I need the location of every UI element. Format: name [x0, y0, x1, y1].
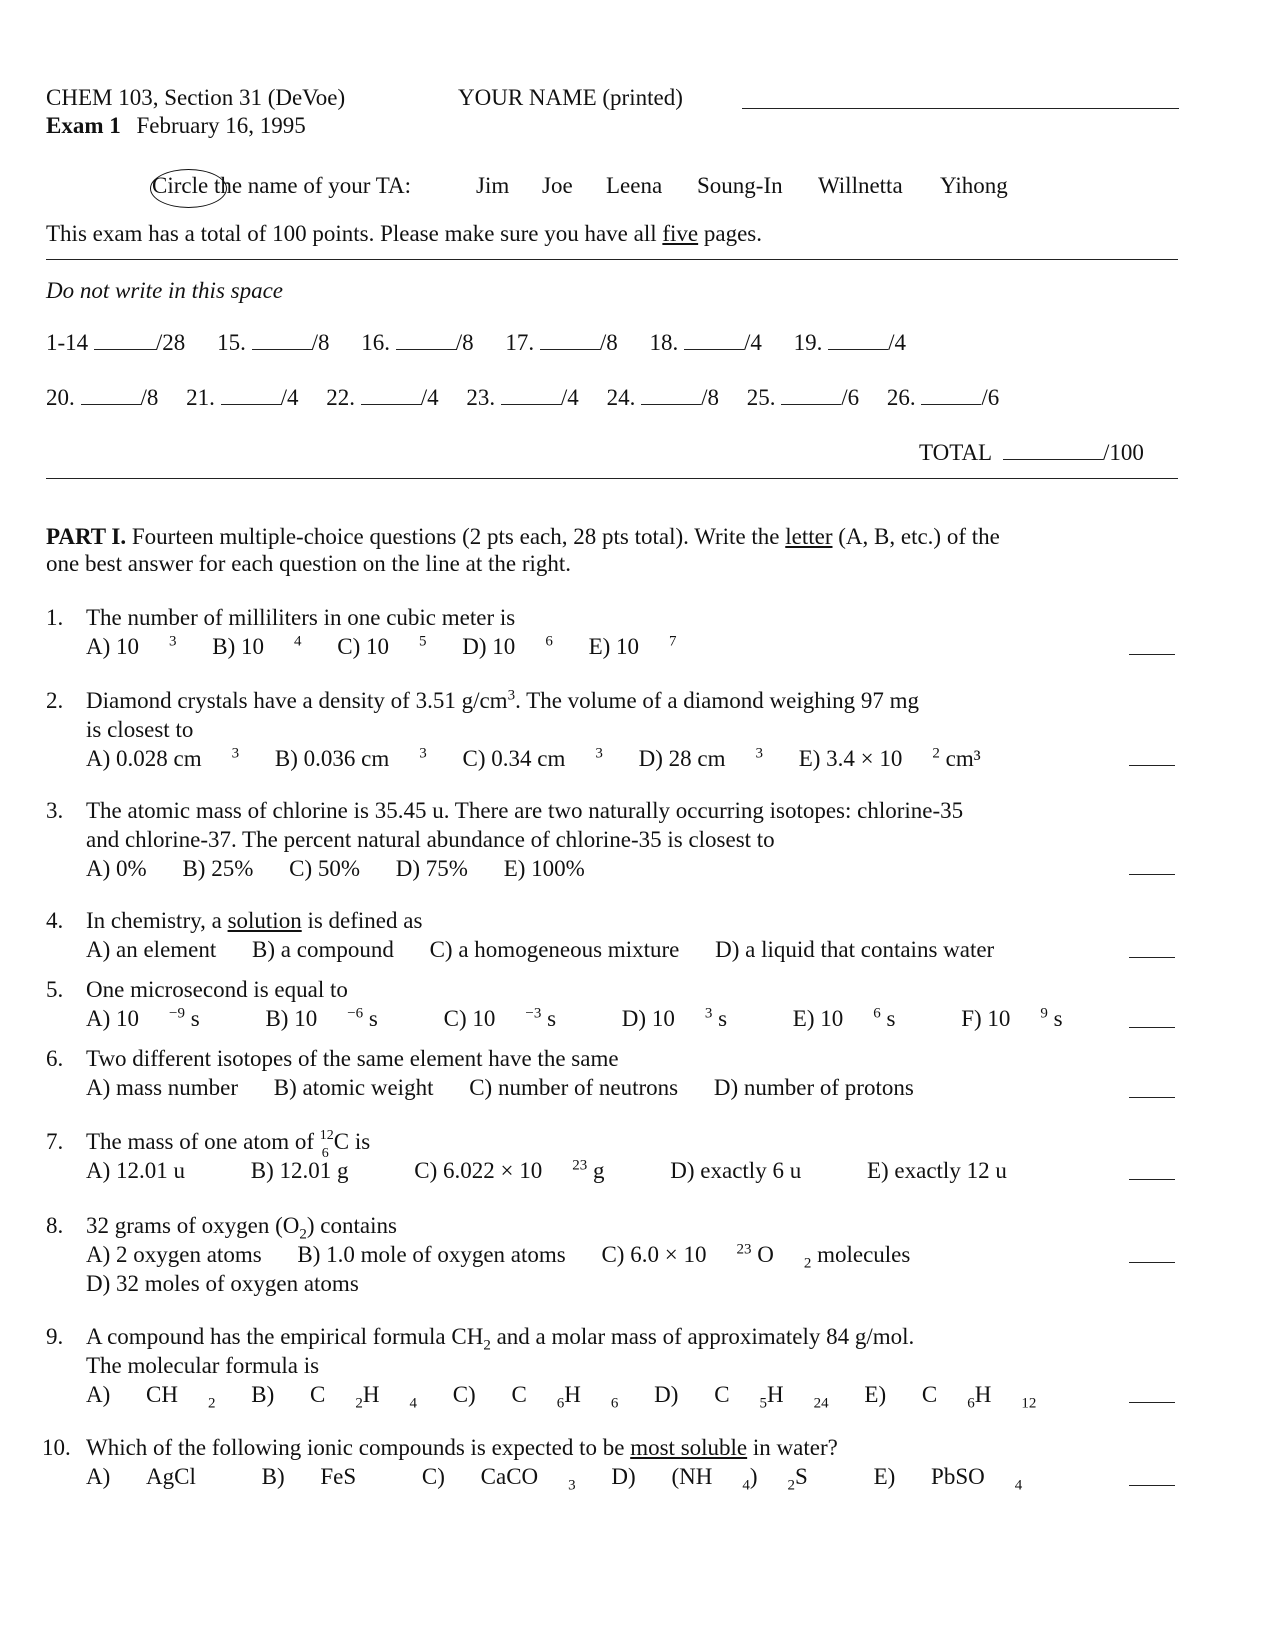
option-b: B) 12.01 g [250, 1158, 349, 1183]
divider [46, 478, 1178, 479]
question-number: 4. [46, 908, 64, 933]
option-a: A) 2 oxygen atoms [86, 1242, 262, 1267]
answer-line-4[interactable] [1129, 957, 1175, 958]
score-label: 1-14 [46, 330, 89, 355]
score-max: /8 [140, 385, 159, 410]
score-max: /8 [701, 385, 719, 410]
answer-line-8[interactable] [1129, 1262, 1175, 1263]
question-body [86, 796, 963, 883]
score-item [46, 385, 158, 410]
total-blank[interactable] [1003, 441, 1103, 460]
option-e: E) C $_6$H $_{12}$ [864, 1382, 1037, 1412]
option-d: D) (NH $_4$) $_2$S [611, 1464, 808, 1494]
answer-options [86, 1462, 1052, 1494]
option-b: B) 1.0 mole of oxygen atoms [297, 1242, 566, 1267]
option-c: C) 6.022 × 10 $^{23}$ g [414, 1157, 605, 1183]
option-a: A) 12.01 u [86, 1158, 186, 1183]
answer-line-3[interactable] [1129, 874, 1175, 875]
question-number: 5. [46, 977, 64, 1002]
option-b: B) C $_2$H $_4$ [251, 1382, 417, 1412]
question-number: 6. [46, 1046, 64, 1071]
answer-options [86, 1004, 1123, 1033]
option-c: C) 10 $^5$ [337, 633, 427, 659]
score-item [326, 385, 438, 410]
score-max: /4 [420, 385, 439, 410]
question-stem: The mass of one atom of 12 6 C is [86, 1128, 371, 1161]
option-d: D) 32 moles of oxygen atoms [86, 1271, 359, 1296]
score-blank[interactable] [921, 386, 981, 405]
option-d: D) number of protons [713, 1075, 914, 1100]
question-stem: Diamond crystals have a density of 3.51 $g/cm^3$. The volume of a diamond weighing 97 mg [86, 687, 920, 713]
option-b: B) a compound [252, 937, 394, 962]
option-e: E) exactly 12 u [866, 1158, 1007, 1183]
ta-option-willnetta[interactable]: Willnetta [818, 173, 903, 198]
name-label: YOUR NAME (printed) [458, 85, 683, 110]
question-body [86, 1433, 1052, 1494]
score-blank[interactable] [252, 331, 312, 350]
option-b: B) FeS [261, 1464, 357, 1489]
option-c: C) CaCO $_3$ [421, 1464, 576, 1494]
score-item [46, 330, 185, 355]
option-d: D) C $_5$H $_{24}$ [654, 1382, 829, 1412]
answer-line-10[interactable] [1129, 1485, 1175, 1486]
option-a: A) 0.028 cm $^3$ [86, 745, 240, 771]
answer-options [86, 1380, 1066, 1412]
circle-word: Circle [152, 173, 209, 198]
question-stem: The number of milliliters in one cubic meter is [86, 605, 516, 630]
score-max: /4 [280, 385, 299, 410]
option-c: C) 0.34 cm $^3$ [462, 745, 603, 771]
option-e: E) 100% [503, 856, 585, 881]
score-item [505, 330, 617, 355]
answer-line-2[interactable] [1129, 765, 1175, 766]
ta-option-leena[interactable]: Leena [606, 173, 663, 198]
score-item [887, 385, 999, 410]
option-d: D) exactly 6 u [670, 1158, 802, 1183]
option-e: E) 10 $^6$ s [792, 1005, 896, 1031]
option-b: B) atomic weight [273, 1075, 434, 1100]
question-stem: The atomic mass of chlorine is 35.45 u. There are two naturally occurring isotopes: chlorine-35 [86, 798, 964, 823]
question-stem-cont: and chlorine-37. The percent natural abundance of chlorine-35 is closest to [86, 827, 775, 852]
option-a: A) CH $_2$ [86, 1382, 216, 1412]
score-item [466, 385, 578, 410]
exam-heading [46, 112, 306, 139]
score-item [361, 330, 473, 355]
score-label: 15. [217, 330, 246, 355]
question-body [86, 603, 707, 661]
question-number: 2. [46, 688, 64, 713]
ta-option-yihong[interactable]: Yihong [940, 173, 1008, 198]
score-max: /4 [888, 330, 907, 355]
option-a: A) 10 $^{-9}$ s [86, 1005, 200, 1031]
part1-instructions-line2: one best answer for each question on the line at the right. [46, 551, 572, 576]
score-max: /8 [311, 330, 330, 355]
option-d: D) 75% [395, 856, 468, 881]
score-label: 22. [326, 385, 356, 410]
score-item [649, 330, 761, 355]
score-label: 24. [606, 385, 636, 410]
question-body [86, 1127, 1067, 1185]
exam-notice [46, 220, 762, 247]
option-a: A) 10 $^3$ [86, 633, 177, 659]
score-item [794, 330, 906, 355]
option-c: C) a homogeneous mixture [429, 937, 680, 962]
option-e: E) 10 $^7$ [588, 633, 677, 659]
option-d: D) 10 $^3$ s [621, 1005, 728, 1031]
score-label: 16. [361, 330, 390, 355]
score-item [186, 385, 298, 410]
score-label: 18. [649, 330, 679, 355]
option-d: D) 28 cm $^3$ [638, 745, 763, 771]
question-stem: One microsecond is equal to [86, 977, 348, 1002]
notice-text: This exam has a total of 100 points. Please make sure you have all [46, 221, 663, 246]
answer-options [86, 854, 963, 883]
question-stem: Which of the following ionic compounds is expected to be most soluble in water? [86, 1435, 838, 1460]
answer-options [86, 1073, 944, 1102]
answer-line-1[interactable] [1129, 654, 1175, 655]
part1-instructions-line1 [46, 523, 1000, 550]
option-c: C) 6.0 × 10 $^{23}$ O $_2$ molecules [601, 1241, 911, 1272]
score-label: 26. [886, 385, 916, 410]
option-a: A) an element [86, 937, 217, 962]
ta-prompt [152, 173, 411, 199]
score-label: 20. [46, 385, 75, 410]
score-max: /28 [155, 330, 186, 355]
total-score [919, 440, 1144, 466]
score-label: 23. [466, 385, 496, 410]
score-label: 21. [186, 385, 215, 410]
question-number: 9. [46, 1324, 64, 1349]
option-b: B) 0.036 cm $^3$ [274, 745, 427, 771]
answer-line-7[interactable] [1129, 1179, 1175, 1180]
score-label: 25. [746, 385, 776, 410]
score-box-title: Do not write in this space [46, 278, 284, 303]
option-a: A) AgCl [86, 1464, 196, 1489]
question-body [86, 686, 1041, 773]
option-e: E) 3.4 × 10 $^2$ cm³ [798, 745, 981, 771]
option-b: B) 25% [182, 856, 254, 881]
answer-line-5[interactable] [1129, 1027, 1175, 1028]
option-c: C) 50% [289, 856, 361, 881]
exam-date: February 16, 1995 [136, 113, 306, 138]
notice-underlined: five [662, 221, 699, 246]
answer-options [86, 744, 1041, 773]
ta-prompt-text: the name of your TA: [213, 173, 411, 198]
ta-option-joe[interactable]: Joe [542, 173, 573, 198]
question-body [86, 1044, 944, 1102]
score-row-2 [46, 385, 999, 411]
score-label: 19. [793, 330, 823, 355]
name-field[interactable] [742, 108, 1179, 109]
part1-heading: PART I. [46, 524, 127, 549]
part1-text-end: (A, B, etc.) of the [832, 524, 1000, 549]
option-c: C) 10 $^{-3}$ s [443, 1005, 557, 1031]
score-item [607, 385, 719, 410]
score-blank[interactable] [540, 331, 600, 350]
score-blank[interactable] [221, 386, 281, 405]
score-blank[interactable] [684, 331, 744, 350]
score-max: /6 [841, 385, 860, 410]
total-max: /100 [1103, 440, 1144, 465]
option-e: E) PbSO $_4$ [873, 1464, 1023, 1494]
question-stem: A compound has the empirical formula $CH_2$ and a molar mass of approximately 84 g/mol. [86, 1324, 915, 1354]
option-c: C) C $_6$H $_6$ [452, 1382, 619, 1412]
ta-option-soung-in[interactable]: Soung-In [697, 173, 783, 198]
question-body [86, 1211, 970, 1298]
question-number: 1. [46, 605, 64, 630]
question-number: 7. [46, 1129, 64, 1154]
score-blank[interactable] [781, 386, 841, 405]
question-body [86, 906, 1024, 964]
score-blank[interactable] [828, 331, 888, 350]
score-label: 17. [505, 330, 535, 355]
question-body [86, 975, 1123, 1033]
option-c: C) number of neutrons [469, 1075, 679, 1100]
exam-label: Exam 1 [46, 113, 121, 138]
question-number: 8. [46, 1213, 64, 1238]
notice-end: pages. [698, 221, 763, 246]
score-max: /4 [743, 330, 762, 355]
answer-options [86, 935, 1024, 964]
answer-line-6[interactable] [1129, 1097, 1175, 1098]
score-item [217, 330, 329, 355]
option-b: B) 10 $^{-6}$ s [265, 1005, 378, 1031]
answer-options [86, 1156, 1067, 1185]
score-max: /8 [599, 330, 618, 355]
answer-options [86, 1240, 970, 1272]
part1-underlined: letter [785, 524, 833, 549]
score-blank[interactable] [641, 386, 701, 405]
score-max: /6 [981, 385, 1000, 410]
score-item [747, 385, 859, 410]
option-d: D) a liquid that contains water [715, 937, 995, 962]
question-stem-cont: The molecular formula is [86, 1353, 320, 1378]
score-row-1 [46, 330, 906, 356]
option-a: A) mass number [86, 1075, 239, 1100]
question-stem: 32 grams of oxygen $(O_2)$ contains [86, 1213, 397, 1243]
nuclide-notation: 12 6 [319, 1128, 334, 1161]
option-f: F) 10 $^9$ s [961, 1005, 1063, 1031]
total-label: TOTAL [919, 440, 992, 465]
question-number: 10. [42, 1435, 71, 1460]
question-body [86, 1322, 1066, 1412]
divider [46, 259, 1178, 260]
score-max: /4 [560, 385, 579, 410]
option-a: A) 0% [86, 856, 147, 881]
score-max: /8 [455, 330, 474, 355]
score-blank[interactable] [81, 386, 141, 405]
question-number: 3. [46, 798, 64, 823]
question-stem: In chemistry, a solution is defined as [86, 908, 423, 933]
option-d: D) 10 $^6$ [462, 633, 553, 659]
question-stem-cont: is closest to [86, 717, 194, 742]
part1-text: Fourteen multiple-choice questions (2 pts each, 28 pts total). Write the [131, 524, 786, 549]
answer-options [86, 632, 707, 661]
score-blank[interactable] [501, 386, 561, 405]
ta-option-jim[interactable]: Jim [476, 173, 510, 198]
course-title: CHEM 103, Section 31 (DeVoe) [46, 85, 346, 110]
answer-line-9[interactable] [1129, 1402, 1175, 1403]
score-blank[interactable] [396, 331, 456, 350]
score-blank[interactable] [361, 386, 421, 405]
option-b: B) 10 $^4$ [212, 633, 302, 659]
score-blank[interactable] [94, 331, 156, 350]
question-stem: Two different isotopes of the same element have the same [86, 1046, 619, 1071]
